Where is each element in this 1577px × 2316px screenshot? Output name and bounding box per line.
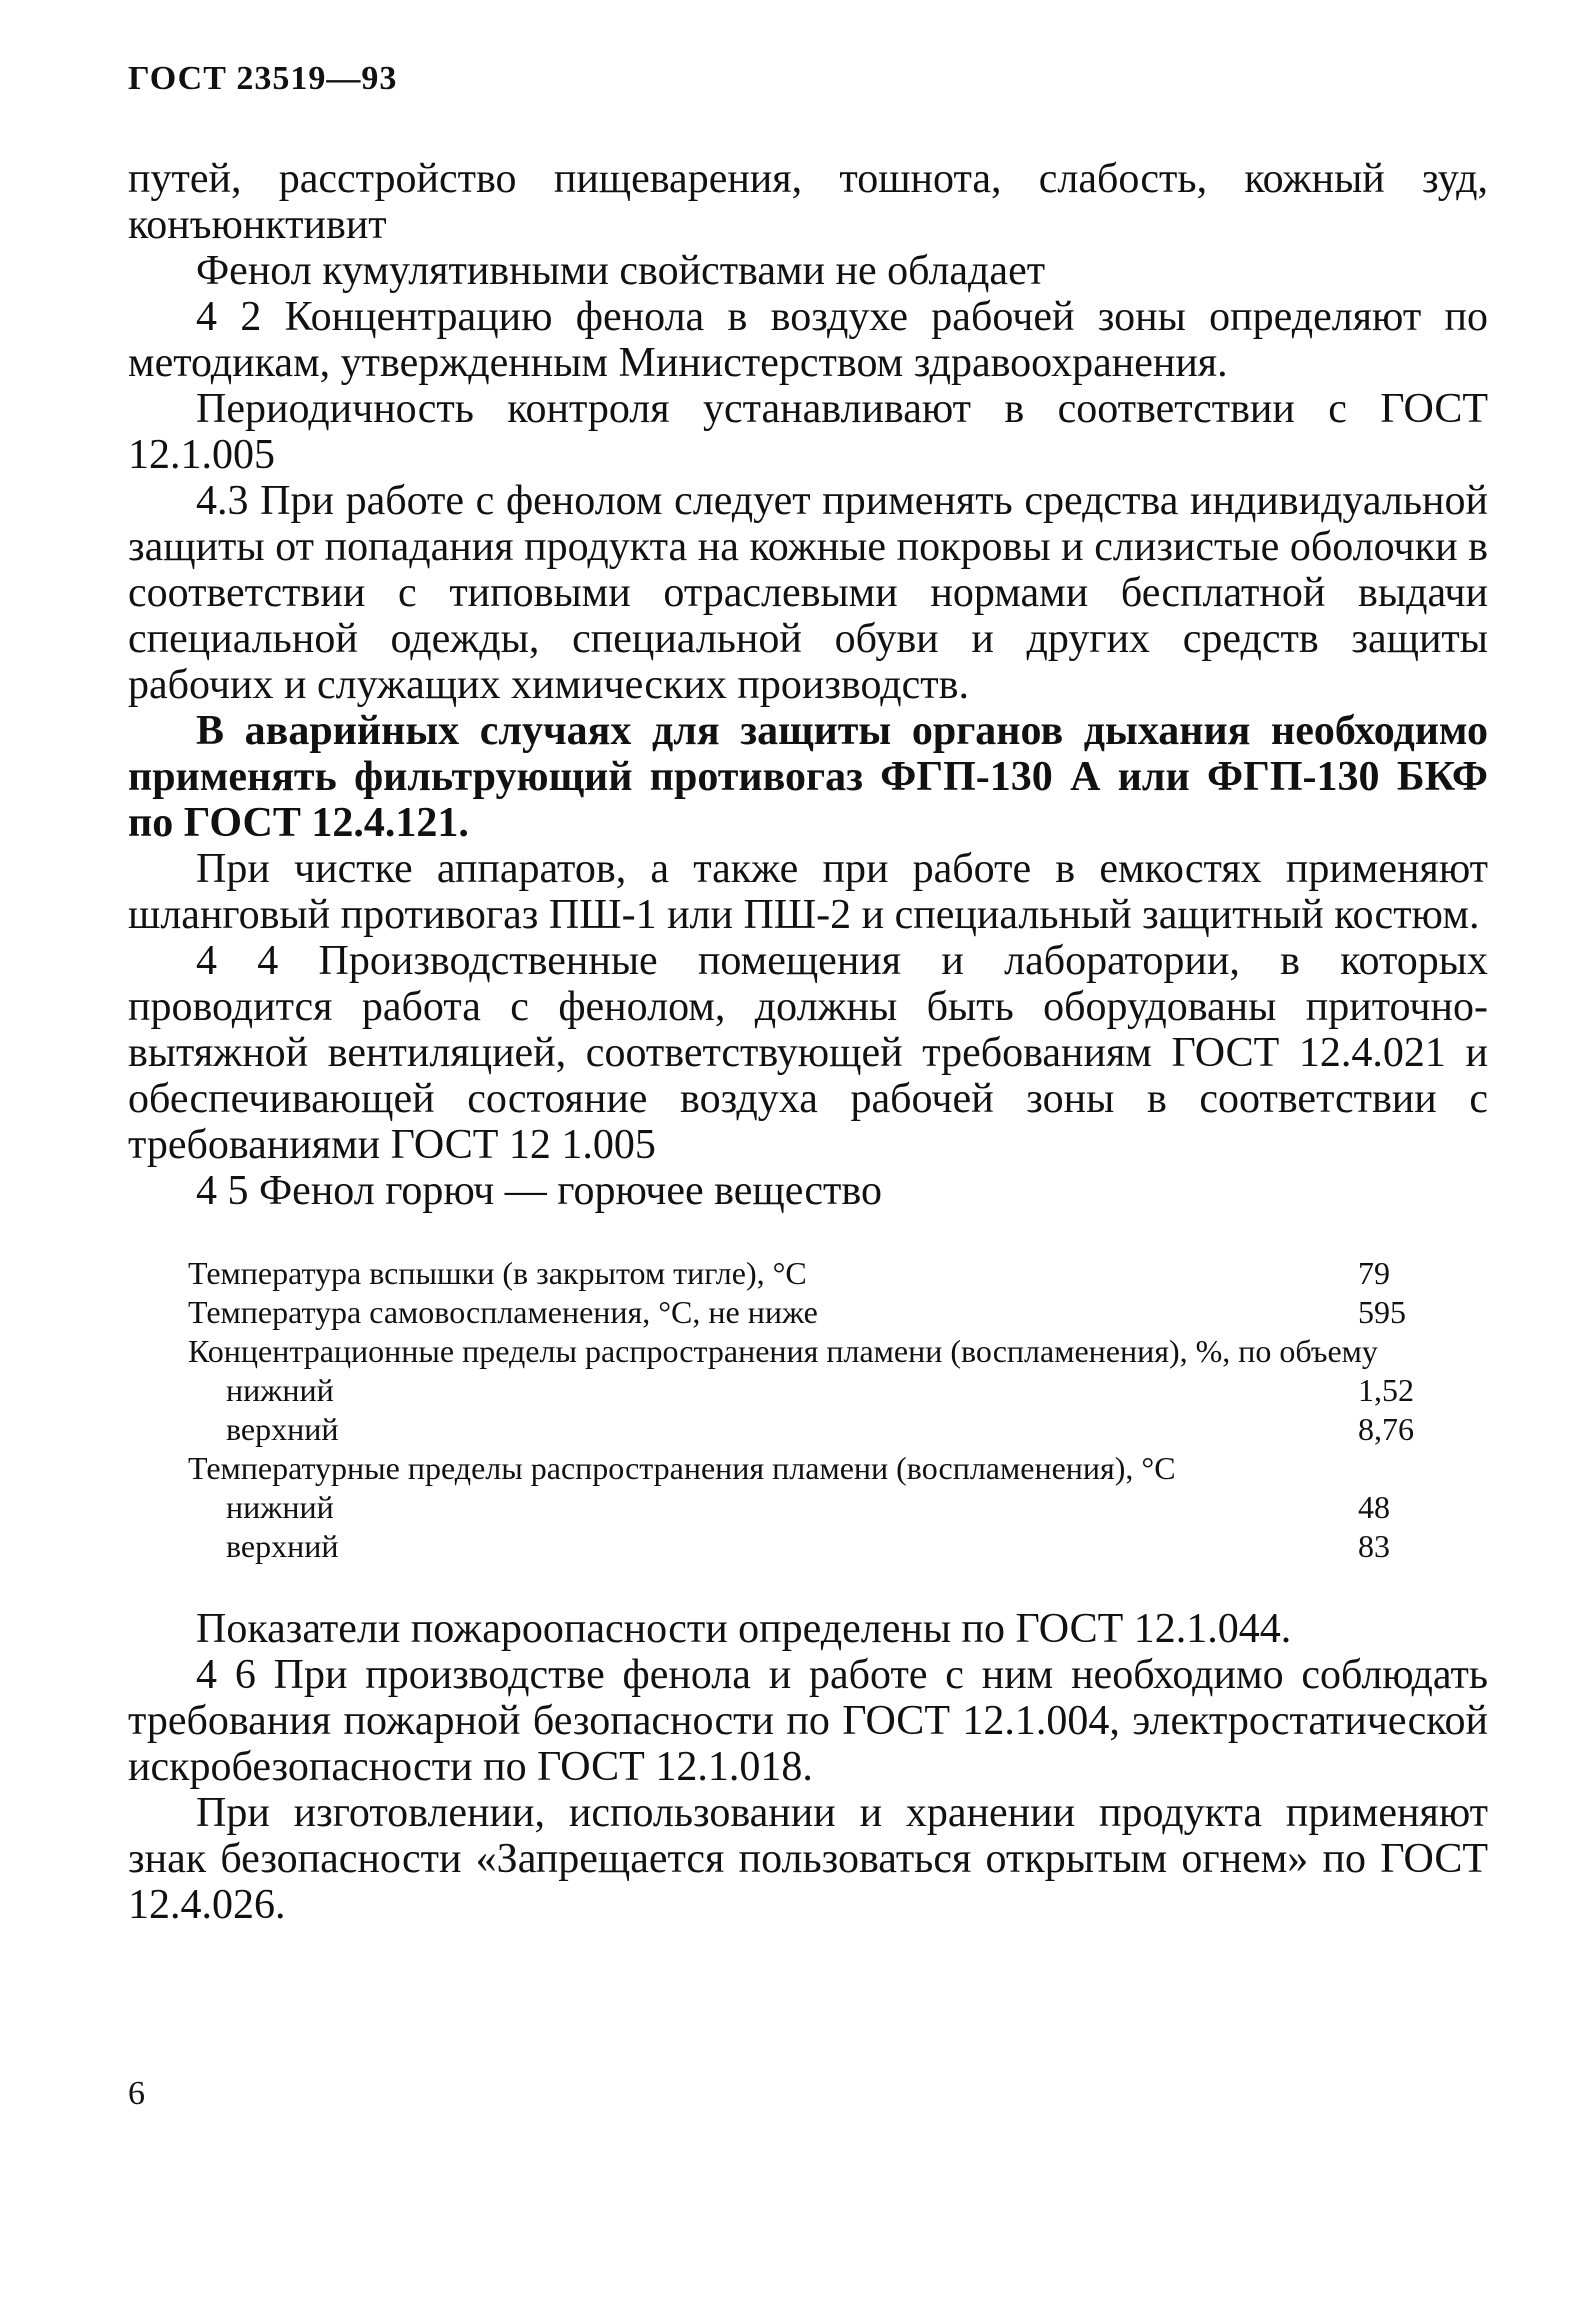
prop-row-conc-lower (188, 1371, 1428, 1410)
prop-value: 48 (1358, 1489, 1390, 1525)
prop-value: 83 (1358, 1528, 1390, 1564)
paragraph-4-2: 4 2 Концентрацию фенола в воздухе рабочей зоны определяют по методикам, утвержденным Министерством здравоохранения. (128, 294, 1488, 386)
paragraph-4-5: 4 5 Фенол горюч — горючее вещество (196, 1168, 882, 1214)
prop-value: 79 (1358, 1255, 1390, 1291)
body-text-bottom (128, 1606, 1488, 1928)
prop-label: Температура самовоспламенения, °С, не ниже (188, 1294, 818, 1330)
document-header: ГОСТ 23519—93 (128, 60, 398, 97)
paragraph-emergency: В аварийных случаях для защиты органов дыхания необходимо применять фильтрующий противогаз ФГП-130 А или ФГП-130 БКФ по ГОСТ 12.4.121. (128, 708, 1488, 846)
body-text-top (128, 156, 1488, 1214)
prop-row-temp-lower (188, 1488, 1428, 1527)
paragraph-cleaning: При чистке аппаратов, а также при работе в емкостях применяют шланговый противогаз ПШ-1 или ПШ-2 и специальный защитный костюм. (128, 846, 1488, 938)
paragraph-fire-indicators: Показатели пожароопасности определены по ГОСТ 12.1.044. (196, 1606, 1292, 1652)
document-page (128, 60, 1488, 1928)
paragraph-4-3: 4.3 При работе с фенолом следует применять средства индивидуальной защиты от попадания продукта на кожные покровы и слизистые оболочки в соответствии с типовыми отраслевыми нормами бесплатной выдачи специальной одежды, специальной обуви и других средств защиты рабочих и служащих химических производств. (128, 478, 1488, 708)
prop-label: Температура вспышки (в закрытом тигле), °С (188, 1255, 807, 1291)
prop-label: нижний (226, 1372, 334, 1408)
prop-heading-temp-limits: Температурные пределы распространения пламени (воспламенения), °С (188, 1450, 1176, 1486)
prop-value: 8,76 (1358, 1411, 1414, 1447)
prop-row-conc-upper (188, 1410, 1428, 1449)
page-number: 6 (128, 2075, 145, 2112)
paragraph-safety-sign: При изготовлении, использовании и хранении продукта применяют знак безопасности «Запрещается пользоваться открытым огнем» по ГОСТ 12.4.026. (128, 1790, 1488, 1928)
flammability-properties (188, 1254, 1428, 1566)
prop-row-autoignition (188, 1293, 1428, 1332)
prop-label: верхний (226, 1528, 339, 1564)
prop-heading-conc-limits: Концентрационные пределы распространения пламени (воспламенения), %, по объему (188, 1333, 1378, 1369)
prop-value: 1,52 (1358, 1372, 1414, 1408)
prop-label: нижний (226, 1489, 334, 1525)
paragraph-cumulative: Фенол кумулятивными свойствами не обладает (196, 248, 1046, 294)
prop-label: верхний (226, 1411, 339, 1447)
paragraph-continuation: путей, расстройство пищеварения, тошнота, слабость, кожный зуд, конъюнктивит (128, 156, 1488, 248)
prop-value: 595 (1358, 1294, 1406, 1330)
paragraph-periodicity: Периодичность контроля устанавливают в соответствии с ГОСТ 12.1.005 (128, 386, 1488, 478)
paragraph-4-4: 4 4 Производственные помещения и лаборатории, в которых проводится работа с фенолом, должны быть оборудованы приточно-вытяжной вентиляцией, соответствующей требованиям ГОСТ 12.4.021 и обеспечивающей состояние воздуха рабочей зоны в соответствии с требованиями ГОСТ 12 1.005 (128, 938, 1488, 1168)
prop-row-temp-upper (188, 1527, 1428, 1566)
paragraph-4-6: 4 6 При производстве фенола и работе с ним необходимо соблюдать требования пожарной безопасности по ГОСТ 12.1.004, электростатической искробезопасности по ГОСТ 12.1.018. (128, 1652, 1488, 1790)
prop-row-flash-point (188, 1254, 1428, 1293)
